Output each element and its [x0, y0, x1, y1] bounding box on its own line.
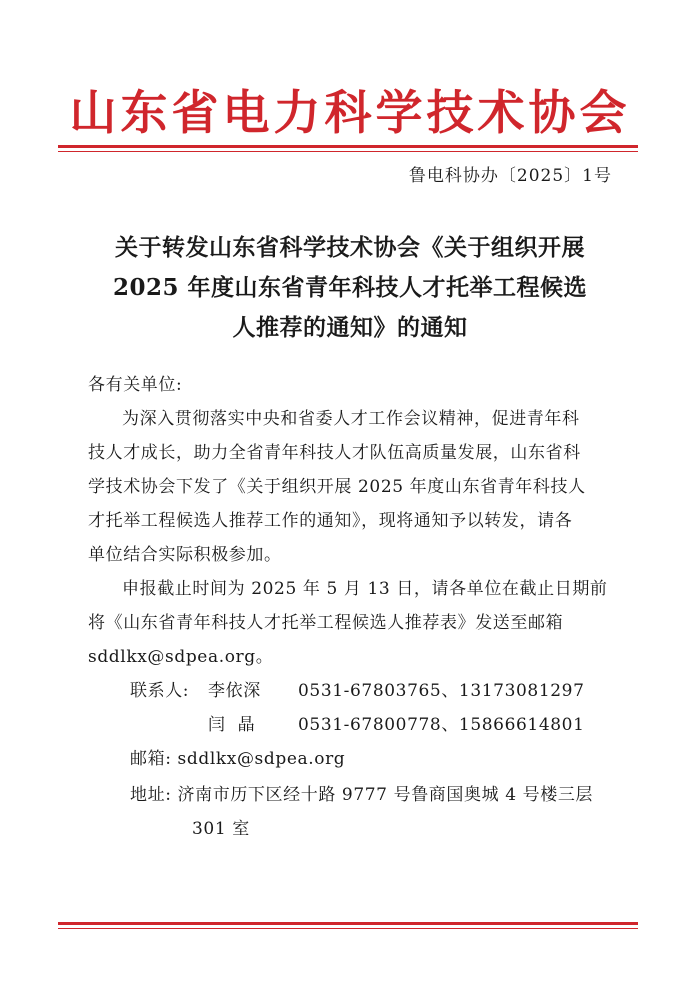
email-address: sddlkx@sdpea.org	[177, 749, 346, 769]
title-line-2: 2025 年度山东省青年科技人才托举工程候选	[112, 274, 588, 301]
paragraph-line: 技人才成长，助力全省青年科技人才队伍高质量发展，山东省科	[88, 443, 581, 463]
address-row	[130, 778, 593, 812]
paragraph-line: 单位结合实际积极参加。	[88, 545, 282, 565]
paragraph-line: 才托举工程候选人推荐工作的通知》，现将通知予以转发，请各	[88, 511, 573, 531]
address-line-1: 济南市历下区经十路 9777 号鲁商国奥城 4 号楼三层	[177, 785, 594, 805]
contact-row-1	[130, 674, 585, 708]
email-row	[130, 742, 345, 776]
header-rule-thick	[58, 145, 638, 148]
paragraph-line: 将《山东省青年科技人才托举工程候选人推荐表》发送至邮箱	[88, 613, 564, 633]
address-line-2: 301 室	[192, 819, 250, 839]
address-label: 地址:	[130, 785, 172, 805]
header-rule-thin	[58, 151, 638, 152]
contact-phones: 0531-67800778、15866614801	[298, 715, 585, 735]
contact-phones: 0531-67803765、13173081297	[298, 681, 585, 701]
contact-name: 闫 晶	[208, 715, 256, 735]
footer-rule-thin	[58, 928, 638, 929]
contact-label: 联系人:	[130, 681, 190, 701]
paragraph-line: sddlkx@sdpea.org。	[88, 647, 274, 667]
paragraph-line: 为深入贯彻落实中央和省委人才工作会议精神，促进青年科	[122, 409, 580, 429]
paragraph-line: 申报截止时间为 2025 年 5 月 13 日，请各单位在截止日期前	[122, 579, 608, 599]
address-continuation	[130, 812, 250, 846]
paragraph-2	[88, 572, 628, 674]
document-number: 鲁电科协办〔2025〕1号	[408, 166, 612, 186]
email-label: 邮箱:	[130, 749, 172, 769]
document-title	[60, 228, 640, 348]
title-line-1: 关于转发山东省科学技术协会《关于组织开展	[115, 234, 585, 261]
contact-name: 李依深	[208, 681, 261, 701]
contact-row-2	[130, 708, 585, 742]
organization-name: 山东省电力科学技术协会	[69, 86, 631, 141]
paragraph-1	[88, 402, 628, 572]
title-line-3: 人推荐的通知》的通知	[232, 314, 468, 341]
paragraph-line: 学技术协会下发了《关于组织开展 2025 年度山东省青年科技人	[88, 477, 586, 497]
footer-rule-thick	[58, 922, 638, 925]
salutation: 各有关单位:	[88, 375, 183, 395]
